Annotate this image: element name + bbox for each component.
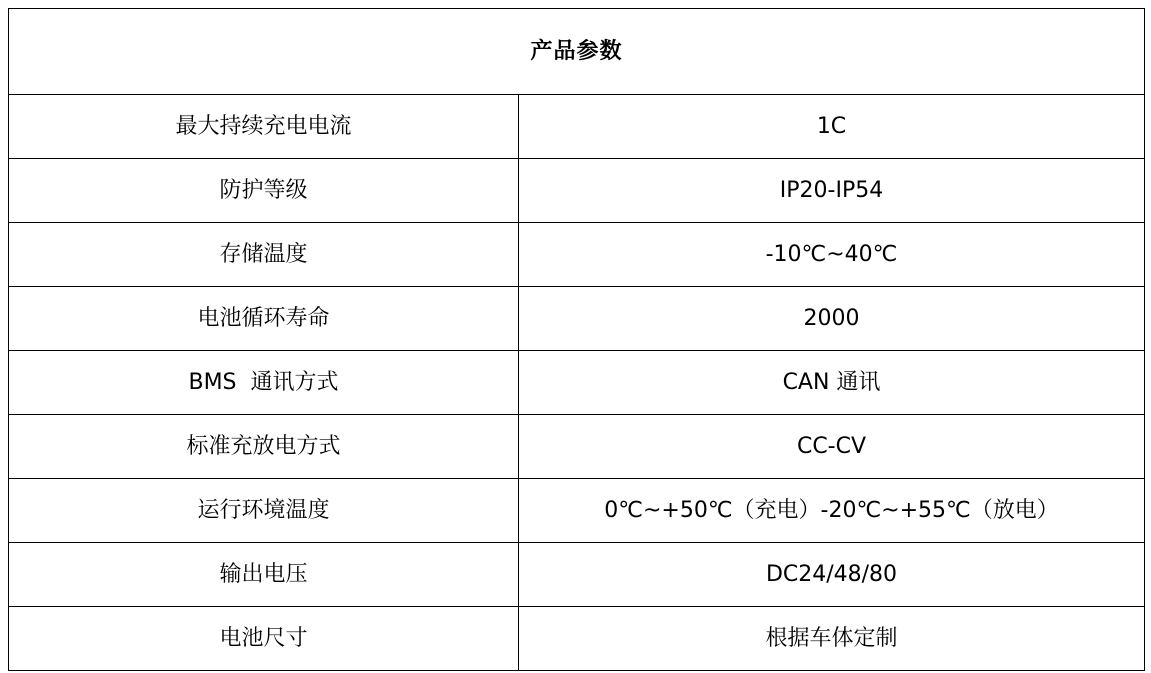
param-name: 最大持续充电电流 <box>9 95 519 159</box>
param-value: 1C <box>519 95 1145 159</box>
table-row <box>9 159 1145 223</box>
table-title: 产品参数 <box>9 9 1145 95</box>
param-value: 0℃~+50℃（充电）-20℃~+55℃（放电） <box>519 479 1145 543</box>
param-value: 2000 <box>519 287 1145 351</box>
param-name: 防护等级 <box>9 159 519 223</box>
param-name: BMS 通讯方式 <box>9 351 519 415</box>
param-name: 标准充放电方式 <box>9 415 519 479</box>
param-value: IP20-IP54 <box>519 159 1145 223</box>
product-parameters-table <box>8 8 1145 671</box>
param-value: 根据车体定制 <box>519 607 1145 671</box>
table-row <box>9 223 1145 287</box>
table-title-row <box>9 9 1145 95</box>
param-name: 电池尺寸 <box>9 607 519 671</box>
param-value: DC24/48/80 <box>519 543 1145 607</box>
param-value: CC-CV <box>519 415 1145 479</box>
table-row <box>9 543 1145 607</box>
table-row <box>9 479 1145 543</box>
param-value: -10℃~40℃ <box>519 223 1145 287</box>
table-row <box>9 287 1145 351</box>
table-row <box>9 607 1145 671</box>
param-name: 电池循环寿命 <box>9 287 519 351</box>
param-name: 运行环境温度 <box>9 479 519 543</box>
param-value: CAN 通讯 <box>519 351 1145 415</box>
param-name: 输出电压 <box>9 543 519 607</box>
param-name: 存储温度 <box>9 223 519 287</box>
table-row <box>9 415 1145 479</box>
table-row <box>9 95 1145 159</box>
table-row <box>9 351 1145 415</box>
